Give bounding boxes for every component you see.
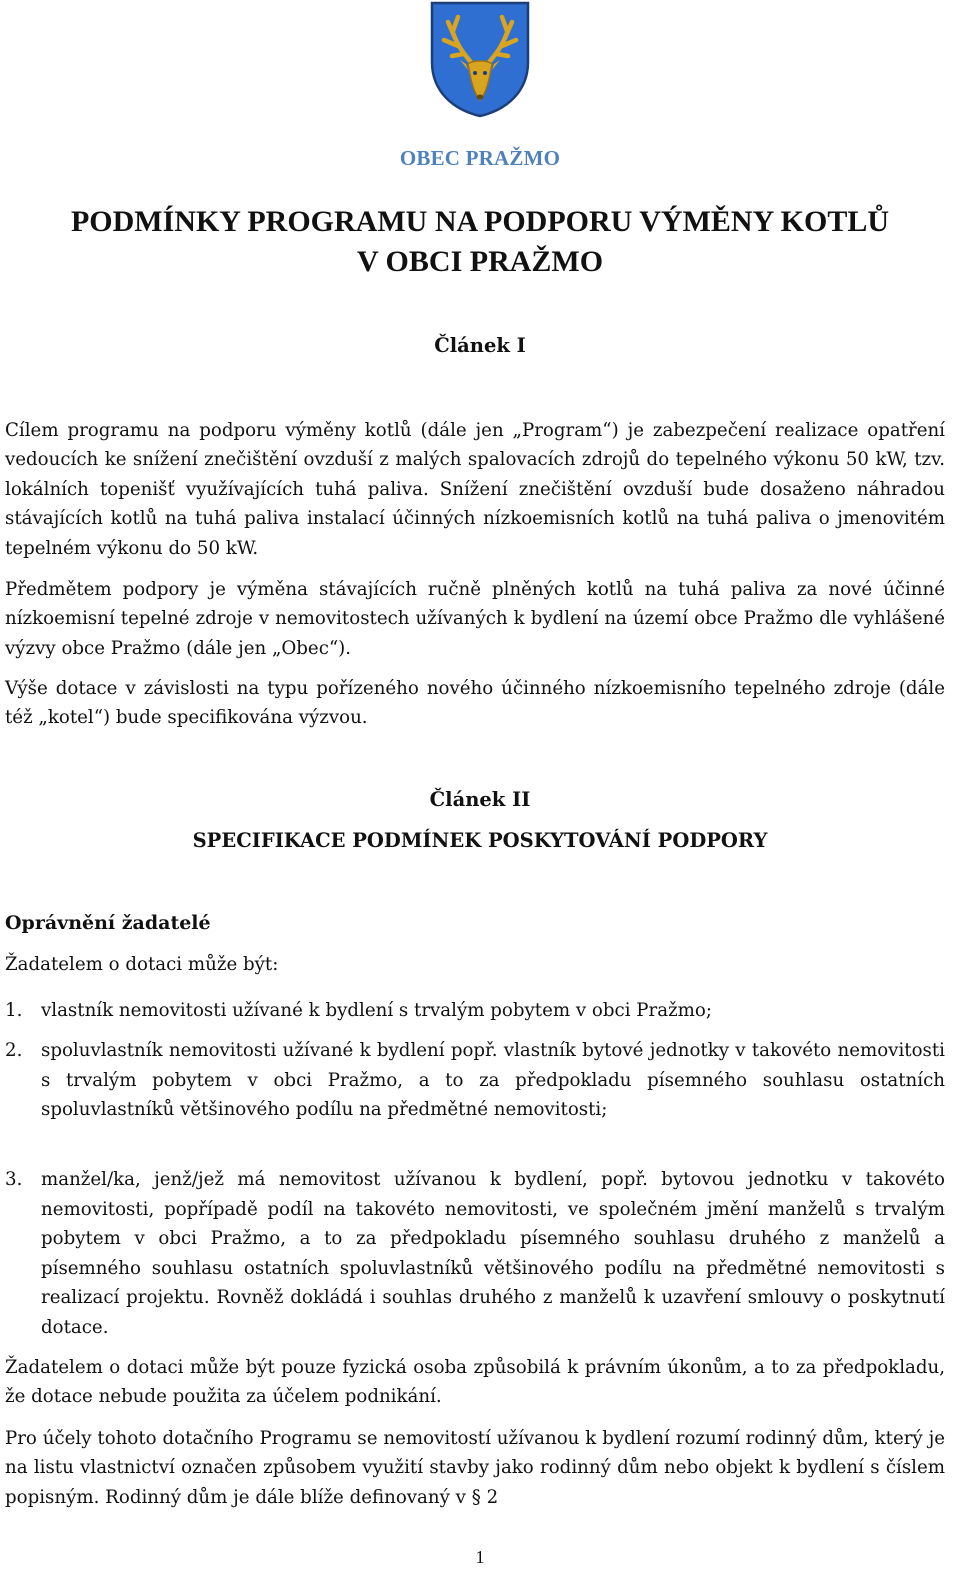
document-title-line-2: V OBCI PRAŽMO bbox=[356, 245, 604, 278]
list-item-text: spoluvlastník nemovitosti užívané k bydlení popř. vlastník bytové jednotky v takovéto nemovitosti s trvalým pobytem v obci Pražmo, a to za předpokladu písemného souhlasu ostatních spoluvlastníků většinového podílu na předmětné nemovitosti; bbox=[41, 1040, 945, 1121]
coat-of-arms-icon bbox=[428, 0, 532, 118]
list-item-number: 3. bbox=[5, 1169, 23, 1190]
article-2-heading: Článek II bbox=[429, 788, 531, 811]
list-item-text: vlastník nemovitosti užívané k bydlení s trvalým pobytem v obci Pražmo; bbox=[41, 1000, 712, 1021]
list-item bbox=[5, 1165, 945, 1343]
document-title bbox=[0, 202, 960, 282]
article-2-subheading: SPECIFIKACE PODMÍNEK POSKYTOVÁNÍ PODPORY bbox=[192, 829, 768, 852]
eligible-applicants-heading: Oprávnění žadatelé bbox=[5, 912, 211, 934]
municipality-name: OBEC PRAŽMO bbox=[399, 146, 561, 170]
list-item bbox=[5, 1036, 945, 1125]
list-item-number: 1. bbox=[5, 1000, 23, 1021]
article-2-paragraph-2: Pro účely tohoto dotačního Programu se nemovitostí užívanou k bydlení rozumí rodinný dům, který je na listu vlastnictví označen způsobem využití stavby jako rodinný dům nebo objekt k bydlení s číslem popisným. Rodinný dům je dále blíže definovaný v § 2 bbox=[5, 1428, 945, 1508]
document-title-line-1: PODMÍNKY PROGRAMU NA PODPORU VÝMĚNY KOTLŮ bbox=[70, 205, 889, 238]
list-item bbox=[5, 996, 945, 1026]
article-1-paragraph-3: Výše dotace v závislosti na typu pořízeného nového účinného nízkoemisního tepelného zdroje (dále též „kotel“) bude specifikována výzvou. bbox=[5, 678, 945, 729]
article-1-heading: Článek I bbox=[434, 334, 526, 357]
page-number: 1 bbox=[475, 1547, 485, 1567]
article-1-paragraph-1: Cílem programu na podporu výměny kotlů (dále jen „Program“) je zabezpečení realizace opatření vedoucích ke snížení znečištění ovzduší z malých spalovacích zdrojů do tepelného výkonu 50 kW, tzv. lokálních topenišť využívajících tuhá paliva. Snížení znečištění ovzduší bude dosaženo náhradou stávajících kotlů na tuhá paliva instalací účinných nízkoemisních kotlů na tuhá paliva o jmenovitém tepelném výkonu do 50 kW. bbox=[5, 420, 945, 559]
list-item-number: 2. bbox=[5, 1040, 23, 1061]
article-1-paragraph-2: Předmětem podpory je výměna stávajících ručně plněných kotlů na tuhá paliva za nové účinné nízkoemisní tepelné zdroje v nemovitostech užívaných k bydlení na území obce Pražmo dle vyhlášené výzvy obce Pražmo (dále jen „Obec“). bbox=[5, 579, 945, 659]
article-2-paragraph-1: Žadatelem o dotaci může být pouze fyzická osoba způsobilá k právním úkonům, a to za předpokladu, že dotace nebude použita za účelem podnikání. bbox=[5, 1357, 945, 1408]
eligible-applicants-intro: Žadatelem o dotaci může být: bbox=[5, 954, 279, 975]
list-item-text: manžel/ka, jenž/jež má nemovitost užívanou k bydlení, popř. bytovou jednotku v takovéto nemovitosti, popřípadě podíl na takovéto nemovitosti, ve společném jmění manželů s trvalým pobytem v obci Pražmo, a to za předpokladu písemného souhlasu druhého z manželů a písemného souhlasu ostatních spoluvlastníků většinového podílu na předmětné nemovitosti s realizací projektu. Rovněž dokládá i souhlas druhého z manželů k uzavření smlouvy o poskytnutí dotace. bbox=[41, 1169, 945, 1338]
